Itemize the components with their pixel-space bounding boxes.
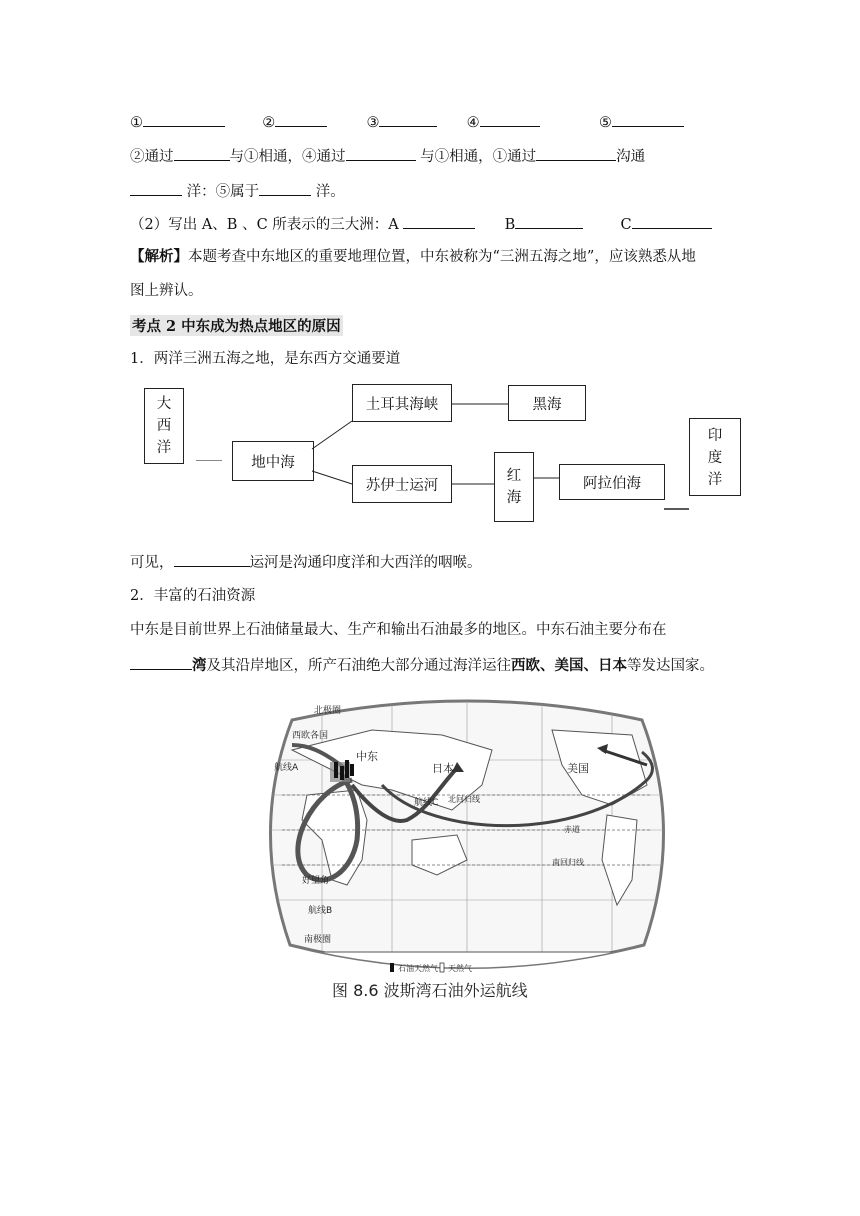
legend-oil-label: 石油天然气: [398, 964, 438, 973]
indian-ocean-box: 印 度 洋: [689, 418, 741, 496]
label-3: ③: [366, 115, 380, 131]
oil-routes-map: [252, 690, 682, 1010]
middle-east-label: 中东: [356, 750, 378, 763]
turkish-straits-box: 土耳其海峡: [352, 384, 452, 422]
label-2: ②: [262, 115, 276, 131]
legend-gas-icon: [440, 963, 444, 972]
usa-label: 美国: [567, 762, 589, 775]
conclusion-line: 可见， 运河是沟通印度洋和大西洋的咽喉。: [130, 552, 482, 573]
suez-canal-box: 苏伊士运河: [352, 465, 452, 503]
route-a-label: 航线A: [274, 763, 299, 773]
section-title: 考点 2 中东成为热点地区的原因: [130, 315, 343, 336]
route-c-label: 航线C: [414, 798, 439, 808]
label-4: ④: [466, 115, 480, 131]
label-5: ⑤: [598, 115, 612, 131]
arctic-circle-label: 北极圈: [314, 706, 342, 716]
legend-oil-icon: [390, 963, 394, 972]
equator-label: 赤道: [564, 825, 580, 834]
item-2-heading: 2．丰富的石油资源: [130, 588, 256, 604]
label-1: ①: [130, 115, 143, 131]
oil-paragraph-line-2: 湾及其沿岸地区，所产石油绝大部分通过海洋运往西欧、美国、日本等发达国家。: [130, 655, 714, 676]
figure-caption: 图 8.6 波斯湾石油外运航线: [332, 981, 528, 1000]
black-sea-box: 黑海: [508, 385, 586, 421]
analysis-paragraph: 【解析】本题考查中东地区的重要地理位置，中东被称为“三洲五海之地”，应该熟悉从地: [130, 248, 696, 265]
tropic-cancer-label: 北回归线: [448, 795, 480, 804]
mediterranean-box: 地中海: [232, 441, 314, 481]
answer-line-part2: （2）写出 A、B 、C 所表示的三大洲：A B C: [130, 214, 712, 235]
analysis-label: 【解析】: [130, 248, 188, 265]
atlantic-box: 大 西 洋: [144, 388, 184, 464]
oil-paragraph-line-1: 中东是目前世界上石油储量最大、生产和输出石油最多的地区。中东石油主要分布在: [130, 622, 667, 638]
western-europe-label: 西欧各国: [292, 731, 329, 741]
arabian-sea-box: 阿拉伯海: [559, 464, 665, 500]
answer-line-2: ②通过 与①相通，④通过 与①相通，①通过 沟通: [130, 146, 645, 167]
route-b-label: 航线B: [308, 906, 333, 916]
red-sea-box: 红 海: [494, 452, 534, 522]
legend-gas-label: 天然气: [448, 964, 472, 973]
item-1-heading: 1．两洋三洲五海之地，是东西方交通要道: [130, 351, 401, 367]
answer-line-3: 洋：⑤属于 洋。: [130, 181, 345, 202]
cape-label: 好望角: [302, 876, 330, 886]
japan-label: 日本: [432, 762, 454, 775]
analysis-line-2: 图上辨认。: [130, 283, 203, 299]
antarctic-circle-label: 南极圈: [304, 935, 332, 945]
tropic-capricorn-label: 南回归线: [552, 858, 584, 867]
